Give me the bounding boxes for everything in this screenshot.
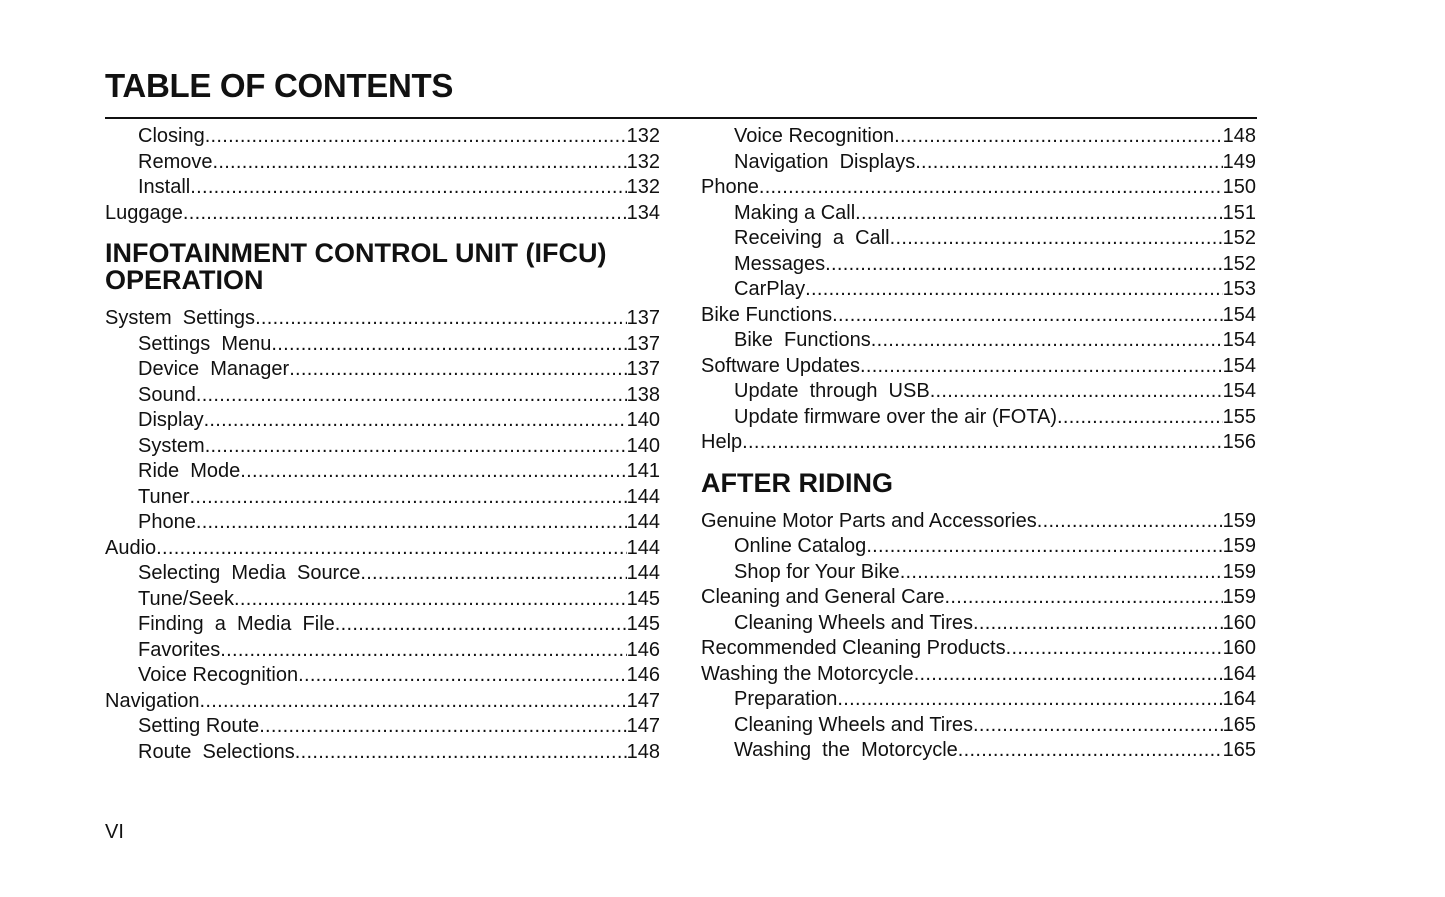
dot-leader — [866, 534, 1222, 560]
toc-page-number: 145 — [626, 587, 660, 610]
dot-leader — [255, 306, 627, 332]
toc-entry-label: Update firmware over the air (FOTA) — [734, 405, 1058, 428]
toc-subentry[interactable] — [701, 252, 1256, 278]
toc-page-number: 132 — [626, 150, 660, 173]
toc-page-number: 155 — [1222, 405, 1256, 428]
dot-leader — [156, 536, 626, 562]
toc-page-number: 151 — [1222, 201, 1256, 224]
toc-page-number: 147 — [626, 715, 660, 737]
toc-page-number: 150 — [1222, 176, 1256, 198]
dot-leader — [837, 687, 1222, 713]
dot-leader — [205, 434, 627, 460]
toc-subentry[interactable] — [701, 379, 1256, 405]
dot-leader — [855, 201, 1222, 227]
toc-page-number: 154 — [1222, 329, 1256, 351]
toc-entry-label: Shop for Your Bike — [734, 560, 900, 583]
toc-entry[interactable] — [701, 175, 1256, 201]
toc-subentry[interactable] — [701, 560, 1256, 586]
dot-leader — [1006, 636, 1223, 662]
toc-entry-label: Closing — [138, 125, 205, 147]
dot-leader — [220, 638, 626, 664]
toc-entry-label: Voice Recognition — [138, 664, 299, 686]
dot-leader — [204, 408, 627, 434]
dot-leader — [360, 561, 626, 587]
toc-subentry[interactable] — [105, 124, 660, 150]
dot-leader — [973, 713, 1223, 739]
toc-page-number: 159 — [1222, 586, 1256, 608]
toc-entry-label: Making a Call — [734, 201, 856, 224]
toc-subentry[interactable] — [701, 277, 1256, 303]
toc-entry[interactable] — [105, 306, 660, 332]
dot-leader — [915, 150, 1222, 176]
toc-entry[interactable] — [105, 689, 660, 715]
toc-entry[interactable] — [105, 536, 660, 562]
toc-entry-label: Selecting Media Source — [138, 562, 361, 584]
toc-entry-label: Install — [138, 176, 191, 198]
dot-leader — [832, 303, 1222, 329]
toc-page-number: 138 — [626, 383, 660, 406]
dot-leader — [742, 430, 1222, 456]
toc-entry[interactable] — [701, 585, 1256, 611]
toc-page-number: 165 — [1222, 739, 1256, 761]
toc-page-number: 134 — [626, 201, 660, 224]
toc-page-number: 159 — [1222, 560, 1256, 583]
toc-page-number: 132 — [626, 176, 660, 198]
dot-leader — [1057, 405, 1223, 431]
toc-entry[interactable] — [105, 201, 660, 227]
dot-leader — [295, 740, 627, 766]
dot-leader — [196, 383, 627, 409]
dot-leader — [200, 689, 627, 715]
toc-subentry[interactable] — [701, 405, 1256, 431]
toc-subentry[interactable] — [105, 383, 660, 409]
toc-page-number: 165 — [1222, 713, 1256, 736]
toc-entry-label: Settings Menu — [138, 332, 272, 355]
toc-subentry[interactable] — [701, 738, 1256, 764]
toc-page-number: 137 — [626, 358, 660, 380]
toc-entry-label: Bike Functions — [734, 329, 871, 351]
toc-page-number: 148 — [1222, 125, 1256, 147]
toc-entry-label: System Settings — [105, 307, 256, 329]
dot-leader — [900, 560, 1223, 586]
toc-page-number: 137 — [626, 332, 660, 355]
toc-entry-label: Software Updates — [701, 354, 860, 377]
toc-page-number: 137 — [626, 307, 660, 329]
dot-leader — [890, 226, 1223, 252]
dot-leader — [958, 738, 1223, 764]
toc-entry-label: Cleaning and General Care — [701, 586, 945, 608]
dot-leader — [1037, 509, 1223, 535]
toc-entry-label: Bike Functions — [701, 303, 833, 326]
toc-page-number: 149 — [1222, 150, 1256, 173]
toc-entry-label: Display — [138, 409, 204, 431]
dot-leader — [298, 663, 627, 689]
toc-subentry[interactable] — [701, 201, 1256, 227]
toc-page-number: 152 — [1222, 252, 1256, 275]
toc-subentry[interactable] — [105, 587, 660, 613]
toc-entry-label: Setting Route — [138, 715, 260, 737]
toc-page-number: 140 — [626, 409, 660, 431]
dot-leader — [759, 175, 1223, 201]
toc-subentry[interactable] — [105, 510, 660, 536]
toc-entry[interactable] — [701, 303, 1256, 329]
toc-subentry[interactable] — [701, 226, 1256, 252]
toc-page-number: 159 — [1222, 535, 1256, 557]
toc-subentry[interactable] — [105, 408, 660, 434]
toc-entry[interactable] — [701, 662, 1256, 688]
dot-leader — [271, 332, 626, 358]
toc-subentry[interactable] — [701, 713, 1256, 739]
dot-leader — [205, 124, 627, 150]
toc-page-number: 164 — [1222, 662, 1256, 685]
toc-page-number: 144 — [626, 511, 660, 533]
toc-page-number: 160 — [1222, 637, 1256, 659]
dot-leader — [805, 277, 1222, 303]
toc-entry-label: Ride Mode — [138, 460, 241, 482]
toc-subentry[interactable] — [105, 434, 660, 460]
dot-leader — [945, 585, 1223, 611]
toc-page-number: 164 — [1222, 688, 1256, 710]
page-title: TABLE OF CONTENTS — [105, 67, 454, 104]
toc-right-column — [701, 124, 1256, 764]
dot-leader — [234, 587, 627, 613]
toc-subentry[interactable] — [701, 611, 1256, 637]
dot-leader — [860, 354, 1223, 380]
toc-entry-label: Update through USB — [734, 380, 930, 402]
toc-subentry[interactable] — [701, 328, 1256, 354]
section-heading: AFTER RIDING — [701, 467, 893, 498]
dot-leader — [212, 150, 626, 176]
toc-entry-label: Navigation — [105, 689, 200, 712]
toc-entry-label: Preparation — [734, 688, 838, 710]
dot-leader — [894, 124, 1223, 150]
toc-page-number: 154 — [1222, 380, 1256, 402]
toc-page-number: 154 — [1222, 354, 1256, 377]
toc-entry-label: Favorites — [138, 638, 221, 661]
toc-subentry[interactable] — [105, 663, 660, 689]
dot-leader — [289, 357, 626, 383]
toc-subentry[interactable] — [105, 459, 660, 485]
toc-page-number: 132 — [626, 125, 660, 147]
toc-entry-label: Voice Recognition — [734, 125, 895, 147]
toc-entry-label: Messages — [734, 252, 826, 275]
toc-page-number: 144 — [626, 562, 660, 584]
toc-entry-label: Finding a Media File — [138, 613, 335, 635]
toc-subentry[interactable] — [105, 740, 660, 766]
toc-subentry[interactable] — [701, 534, 1256, 560]
toc-entry-label: Genuine Motor Parts and Accessories — [701, 509, 1037, 532]
toc-page-number: 146 — [626, 664, 660, 686]
toc-page-number: 160 — [1222, 611, 1256, 634]
toc-subentry[interactable] — [701, 150, 1256, 176]
toc-page-number: 144 — [626, 485, 660, 508]
toc-entry-label: Receiving a Call — [734, 227, 890, 249]
toc-entry-label: Cleaning Wheels and Tires — [734, 713, 974, 736]
dot-leader — [190, 175, 626, 201]
toc-page-number: 147 — [626, 689, 660, 712]
toc-subentry[interactable] — [701, 687, 1256, 713]
toc-page-number: 144 — [626, 536, 660, 559]
toc-page-number: 159 — [1222, 509, 1256, 532]
toc-subentry[interactable] — [105, 175, 660, 201]
toc-entry[interactable] — [701, 354, 1256, 380]
toc-page-number: 148 — [626, 740, 660, 763]
toc-entry-label: Route Selections — [138, 740, 295, 763]
dot-leader — [335, 612, 627, 638]
toc-subentry[interactable] — [105, 150, 660, 176]
toc-entry-label: Tune/Seek — [138, 587, 234, 610]
toc-entry-label: Recommended Cleaning Products — [701, 637, 1006, 659]
section-heading: INFOTAINMENT CONTROL UNIT (IFCU) OPERATION — [105, 238, 607, 295]
toc-entry-label: Washing the Motorcycle — [734, 739, 958, 761]
toc-entry-label: Online Catalog — [734, 535, 867, 557]
toc-subentry[interactable] — [105, 332, 660, 358]
toc-entry-label: CarPlay — [734, 278, 806, 300]
toc-entry[interactable] — [701, 509, 1256, 535]
toc-page-number: 154 — [1222, 303, 1256, 326]
toc-page-number: 153 — [1222, 278, 1256, 300]
dot-leader — [930, 379, 1223, 405]
toc-entry-label: Help — [701, 431, 743, 453]
toc-entry[interactable] — [701, 636, 1256, 662]
dot-leader — [183, 201, 627, 227]
toc-page-number: 156 — [1222, 431, 1256, 453]
toc-entry-label: System — [138, 434, 205, 457]
dot-leader — [973, 611, 1223, 637]
dot-leader — [914, 662, 1223, 688]
toc-entry-label: Remove — [138, 150, 213, 173]
dot-leader — [240, 459, 626, 485]
dot-leader — [825, 252, 1222, 278]
toc-entry-label: Phone — [138, 511, 196, 533]
toc-page-number: 140 — [626, 434, 660, 457]
page-number: VI — [105, 821, 124, 843]
toc-entry[interactable] — [701, 430, 1256, 456]
dot-leader — [196, 510, 627, 536]
toc-subentry[interactable] — [105, 561, 660, 587]
toc-subentry[interactable] — [105, 485, 660, 511]
toc-subentry[interactable] — [105, 357, 660, 383]
toc-subentry[interactable] — [105, 638, 660, 664]
toc-page-number: 145 — [626, 613, 660, 635]
toc-left-column — [105, 124, 660, 765]
toc-page-number: 152 — [1222, 227, 1256, 249]
toc-subentry[interactable] — [105, 714, 660, 740]
toc-entry-label: Navigation Displays — [734, 150, 916, 173]
title-divider — [105, 117, 1257, 119]
toc-page-number: 146 — [626, 638, 660, 661]
dot-leader — [871, 328, 1223, 354]
toc-entry-label: Device Manager — [138, 358, 290, 380]
toc-subentry[interactable] — [105, 612, 660, 638]
toc-entry-label: Cleaning Wheels and Tires — [734, 611, 974, 634]
dot-leader — [190, 485, 627, 511]
toc-entry-label: Sound — [138, 383, 196, 406]
toc-entry-label: Tuner — [138, 485, 190, 508]
toc-entry-label: Washing the Motorcycle — [701, 662, 914, 685]
toc-entry-label: Phone — [701, 176, 759, 198]
toc-entry-label: Audio — [105, 536, 157, 559]
dot-leader — [259, 714, 626, 740]
toc-entry-label: Luggage — [105, 201, 183, 224]
toc-page-number: 141 — [626, 460, 660, 482]
toc-subentry[interactable] — [701, 124, 1256, 150]
